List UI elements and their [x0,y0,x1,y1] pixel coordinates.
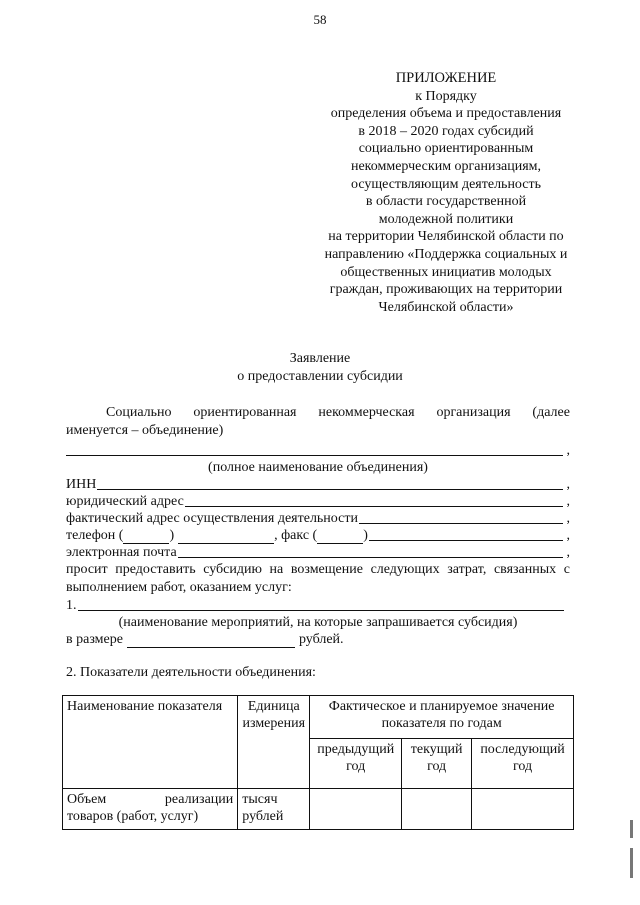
email-row: электронная почта , [66,545,570,560]
row-next-value[interactable] [472,789,574,830]
email-field[interactable] [178,544,563,558]
header-indicator: Наименование показателя [63,696,238,789]
organization-name-caption: (полное наименование объединения) [208,460,428,475]
header-previous-year: предыдущий год [310,739,402,789]
intro-word: ориентированная [193,405,297,420]
header-unit: Единица измерения [238,696,310,789]
indicators-table [62,695,574,830]
actual-address-field[interactable] [359,510,563,524]
amount-field[interactable] [127,634,295,648]
row-previous-value[interactable] [310,789,402,830]
actual-address-label: фактический адрес осуществления деятельности [66,511,358,526]
row-indicator: Объем реализации товаров (работ, услуг) [63,789,238,830]
header-values: Фактическое и планируемое значение показателя по годам [310,696,574,739]
amount-prefix: в размере [66,632,123,647]
intro-line [66,404,570,422]
phone-label: телефон ( [66,528,124,543]
inn-row: ИНН , [66,477,570,492]
item-row [66,597,570,614]
intro-line-2: именуется – объединение) [66,423,224,438]
appendix-header [296,70,596,316]
table-row [63,789,574,830]
legal-address-row: юридический адрес , [66,494,570,509]
item-caption: (наименование мероприятий, на которые запрашивается субсидия) [118,615,518,630]
organization-name-row: , [66,442,570,459]
appendix-line: молодежной политики [378,211,514,227]
phone-code-field[interactable] [123,530,169,544]
section-2-title: 2. Показатели деятельности объединения: [66,665,316,680]
appendix-line: к Порядку [415,88,477,104]
appendix-line: в области государственной [365,194,527,210]
appendix-line: осуществляющим деятельность [350,176,542,192]
item-field[interactable] [78,597,565,611]
appendix-title: ПРИЛОЖЕНИЕ [395,70,497,86]
header-current-year: текущий год [402,739,472,789]
actual-address-row: фактический адрес осуществления деятельности , [66,511,570,526]
phone-fax-row: телефон ( ) , факс ( ) , [66,528,570,543]
inn-field[interactable] [97,476,563,490]
scan-artifact [630,848,633,878]
appendix-line: Челябинской области» [378,299,514,315]
page-number: 58 [313,12,327,27]
organization-name-field[interactable] [66,442,563,456]
appendix-line: общественных инициатив молодых [340,264,552,280]
appendix-line: некоммерческим организациям, [350,158,542,174]
appendix-line: социально ориентированным [358,141,534,157]
statement-heading [0,350,640,386]
scan-artifact [630,820,633,838]
request-line: просит предоставить субсидию на возмещение следующих затрат, связанных с [66,562,570,577]
phone-number-field[interactable] [178,530,274,544]
intro-word: некоммерческая [318,405,415,420]
intro-word: организация [436,405,511,420]
application-form [66,404,570,682]
row-unit: тысяч рублей [238,789,310,830]
amount-suffix: рублей. [298,632,344,647]
legal-address-label: юридический адрес [66,494,184,509]
intro-word: Социально [106,405,172,420]
amount-row [66,631,570,648]
item-number: 1. [66,598,77,613]
fax-code-field[interactable] [317,530,363,544]
fax-number-field[interactable] [369,527,563,541]
appendix-line: граждан, проживающих на территории [329,282,563,298]
table-header-row [63,696,574,739]
fax-label: , факс ( [274,528,318,543]
appendix-line: на территории Челябинской области по [328,229,564,245]
request-line-2: выполнением работ, оказанием услуг: [66,580,292,595]
statement-subtitle: о предоставлении субсидии [237,369,403,384]
statement-title: Заявление [289,351,351,366]
intro-word: (далее [532,405,570,420]
header-next-year: последующий год [472,739,574,789]
row-current-value[interactable] [402,789,472,830]
appendix-line: направлению «Поддержка социальных и [324,246,568,262]
email-label: электронная почта [66,545,177,560]
appendix-line: определения объема и предоставления [330,106,562,122]
legal-address-field[interactable] [185,493,563,507]
appendix-line: в 2018 – 2020 годах субсидий [358,123,534,139]
inn-label: ИНН [66,477,97,492]
